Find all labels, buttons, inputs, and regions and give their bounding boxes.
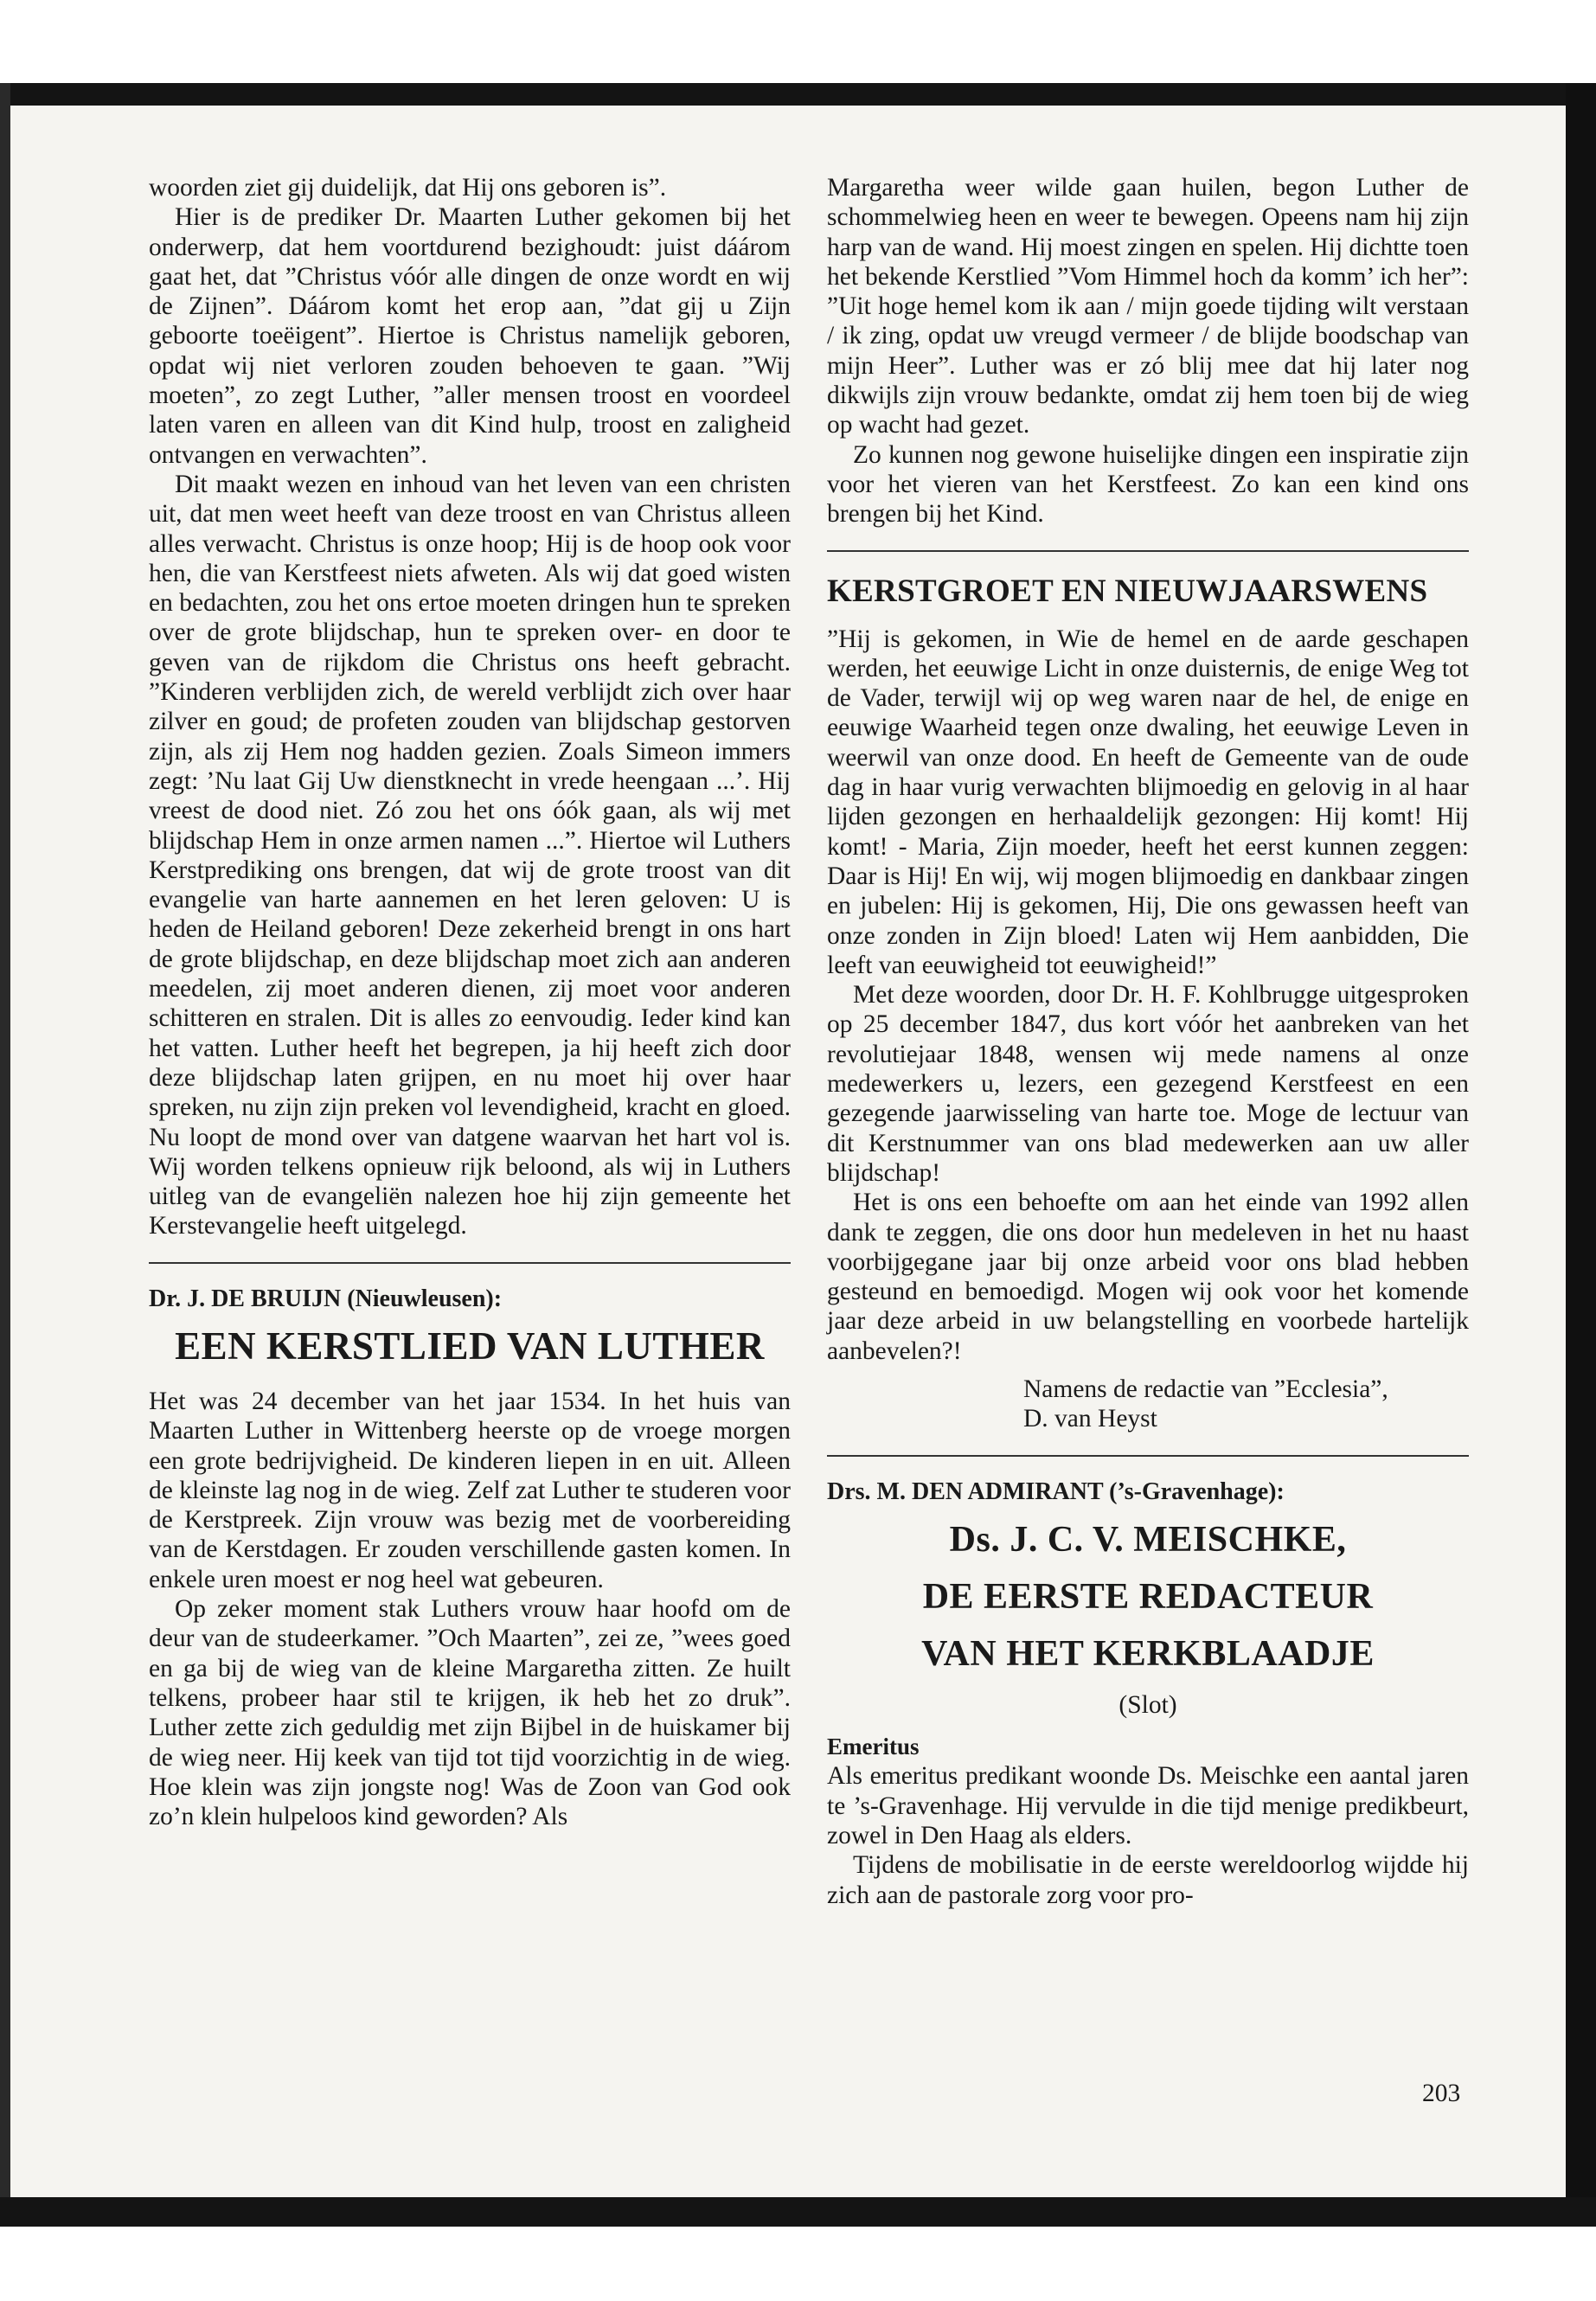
- paragraph: Margaretha weer wilde gaan huilen, begon Luther de schommelwieg heen en weer te bewegen. Opeens nam hij zijn harp van de wand. Hij moest zingen en spelen. Hij dichtte toen het bekende Kerstlied ”Vom Himmel hoch da komm’ ich her”: ”Uit hoge hemel kom ik aan / mijn goede tijding wilt verstaan / ik zing, opdat uw vreugd vermeer / de blijde boodschap van mijn Heer”. Luther was er zó blij mee dat hij later nog dikwijls zijn vrouw bedankte, omdat zij hem toen bij de wieg op wacht had gezet.: [827, 174, 1469, 439]
- article-heading-line: DE EERSTE REDACTEUR: [922, 1576, 1374, 1617]
- right-column: [827, 173, 1469, 1910]
- article-heading: KERSTGROET EN NIEUWJAARSWENS: [827, 573, 1428, 609]
- scan-border-right: [1566, 83, 1596, 2227]
- paragraph: Het is ons een behoefte om aan het einde van 1992 allen dank te zeggen, die ons door hun medeleven in het nu haast voorbijgegane jaar bij onze arbeid voor ons blad hebben gesteund en bemoedigd. Mogen wij ook voor het komende jaar deze arbeid in uw belangstelling en voorbede hartelijk aanbevelen?!: [827, 1189, 1469, 1365]
- signature-name: D. van Heyst: [1023, 1405, 1157, 1433]
- paragraph: Zo kunnen nog gewone huiselijke dingen een inspiratie zijn voor het vieren van het Kerstfeest. Zo kan een kind ons brengen bij het Kind.: [827, 440, 1469, 529]
- paragraph: Dit maakt wezen en inhoud van het leven van een christen uit, dat men weet heeft van deze troost en van Christus alleen alles verwacht. Christus is onze hoop; Hij is de hoop ook voor hen, die van Kerstfeest niets afweten. Als wij dat goed wisten en bedachten, zou het ons ertoe moeten dringen hun te spreken over de grote blijdschap, hun te spreken over- en door te geven van de rijkdom die Christus ons heeft gebracht. ”Kinderen verblijden zich, de wereld verblijdt zich over haar zilver en goud; de profeten zouden van blijdschap gestorven zijn, als zij Hem nog hadden gezien. Zoals Simeon immers zegt: ’Nu laat Gij Uw dienstknecht in vrede heengaan ...’. Hij vreest de dood niet. Zó zou het ons óók gaan, als wij met blijdschap Hem in onze armen namen ...”. Hiertoe wil Luthers Kerstprediking ons brengen, dat wij de grote troost van dit evangelie van harte aannemen en het leren geloven: U is heden de Heiland geboren! Deze zekerheid brengt in ons hart de grote blijdschap, en deze blijdschap moet zich aan anderen meedelen, zij moet anderen dienen, zij moet voor anderen schitteren en stralen. Dit is alles zo eenvoudig. Ieder kind kan het vatten. Luther heeft het begrepen, ja hij heeft zich door deze blijdschap laten grijpen, en nu moet hij over haar spreken, nu zijn zijn preken vol levendigheid, kracht en gloed. Nu loopt de mond over van datgene waarvan het hart vol is. Wij worden telkens opnieuw rijk beloond, als wij in Luthers uitleg van de evangeliën nalezen hoe hij zijn gemeente het Kerstevangelie heeft uitgelegd.: [149, 470, 791, 1240]
- paragraph: Het was 24 december van het jaar 1534. In het huis van Maarten Luther in Wittenberg heerste op de vroege morgen een grote bedrijvigheid. De kinderen liepen in en uit. Alleen de kleinste lag nog in de wieg. Zelf zat Luther te studeren voor de Kerstpreek. Zijn vrouw was bezig met de voorbereiding van de Kerstdagen. Er zouden verschillende gasten komen. In enkele uren moest er nog heel wat gebeuren.: [149, 1387, 791, 1593]
- section-subheading: Emeritus: [827, 1734, 920, 1760]
- paragraph: woorden ziet gij duidelijk, dat Hij ons geboren is”.: [149, 174, 667, 202]
- article-author: Dr. J. DE BRUIJN (Nieuwleusen):: [149, 1285, 503, 1312]
- scan-border-bottom: [0, 2197, 1596, 2227]
- section-divider: [827, 1455, 1469, 1457]
- article-part-label: (Slot): [1118, 1690, 1177, 1719]
- page-number: 203: [1422, 2080, 1461, 2107]
- article-heading-line: VAN HET KERKBLAADJE: [921, 1633, 1375, 1674]
- scan-border-top: [0, 83, 1596, 106]
- paragraph: ”Hij is gekomen, in Wie de hemel en de aarde geschapen werden, het eeuwige Licht in onze duisternis, de enige Weg tot de Vader, terwijl wij op weg waren naar de hel, de enige en eeuwige Waarheid tegen onze dwaling, het eeuwige Leven in weerwil van onze dood. En heeft de Gemeente van de oude dag in haar vurig verwachten blijmoedig en gelovig in al haar lijden gezongen en herhaaldelijk gezongen: Hij komt! Hij komt! - Maria, Zijn moeder, heeft het eerst kunnen zeggen: Daar is Hij! En wij, wij mogen blijmoedig en dankbaar zingen en jubelen: Hij is gekomen, Hij, Die ons gewassen heeft van onze zonden in Zijn bloed! Laten wij Hem aanbidden, Die leeft van eeuwigheid tot eeuwigheid!”: [827, 625, 1469, 979]
- article-heading: EEN KERSTLIED VAN LUTHER: [175, 1324, 765, 1368]
- section-divider: [827, 550, 1469, 552]
- article-author: Drs. M. DEN ADMIRANT (’s-Gravenhage):: [827, 1477, 1285, 1505]
- paragraph: Hier is de prediker Dr. Maarten Luther gekomen bij het onderwerp, dat hem voortdurend bezighoudt: juist dáárom gaat het, dat ”Christus vóór alle dingen de onze wordt en wij de Zijnen”. Dáárom komt het erop aan, ”dat gij u Zijn geboorte toeëigent”. Hiertoe is Christus namelijk geboren, opdat wij niet verloren zouden behoeven te gaan. ”Wij moeten”, zo zegt Luther, ”aller mensen troost en voordeel laten varen en alleen van dit Kind hulp, troost en zaligheid ontvangen en verwachten”.: [149, 203, 791, 469]
- section-divider: [149, 1262, 791, 1264]
- scan-border-left: [0, 83, 10, 2227]
- signature-line: Namens de redactie van ”Ecclesia”,: [1023, 1375, 1388, 1403]
- paragraph: Met deze woorden, door Dr. H. F. Kohlbrugge uitgesproken op 25 december 1847, dus kort vóór het aanbreken van het revolutiejaar 1848, wensen wij mede namens al onze medewerkers u, lezers, een gezegend Kerstfeest en een gezegende jaarwisseling van harte toe. Moge de lectuur van dit Kerstnummer van ons blad medewerken aan uw aller blijdschap!: [827, 981, 1469, 1187]
- article-heading-line: Ds. J. C. V. MEISCHKE,: [949, 1519, 1347, 1560]
- paragraph: Tijdens de mobilisatie in de eerste wereldoorlog wijdde hij zich aan de pastorale zorg voor pro-: [827, 1851, 1469, 1909]
- left-column: [149, 173, 791, 1831]
- paragraph: Als emeritus predikant woonde Ds. Meischke een aantal jaren te ’s-Gravenhage. Hij vervulde in die tijd menige predikbeurt, zowel in Den Haag als elders.: [827, 1762, 1469, 1850]
- paragraph: Op zeker moment stak Luthers vrouw haar hoofd om de deur van de studeerkamer. ”Och Maarten”, zei ze, ”wees goed en ga bij de wieg van de kleine Margaretha zitten. Ze huilt telkens, probeer haar stil te krijgen, ik heb het zo druk”. Luther zette zich geduldig met zijn Bijbel in de huiskamer bij de wieg neer. Hij keek van tijd tot tijd voorzichtig in de wieg. Hoe klein was zijn jongste nog! Was de Zoon van God ook zo’n klein hulpeloos kind geworden? Als: [149, 1595, 791, 1831]
